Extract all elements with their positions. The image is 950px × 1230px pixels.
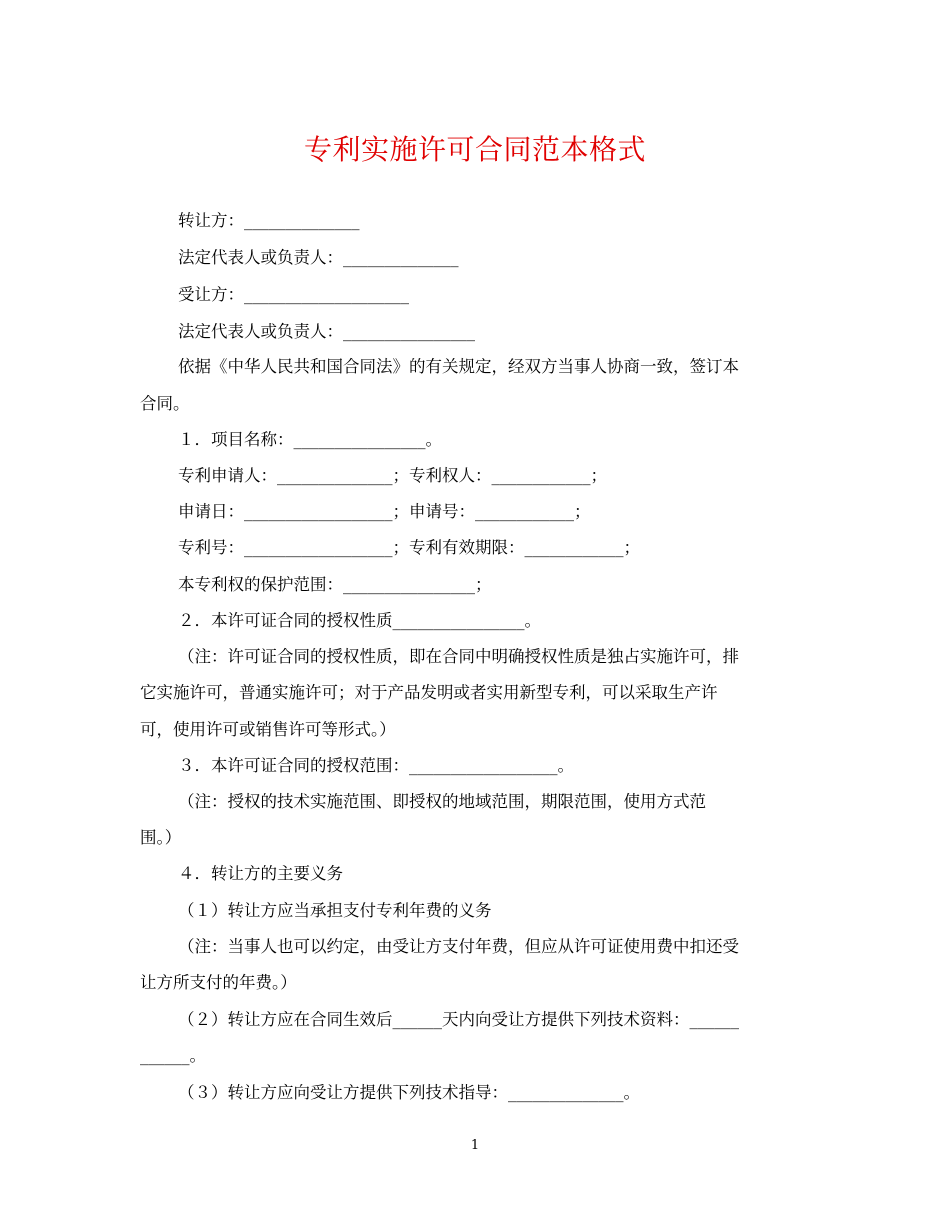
text-line-note-2c: 可，使用许可或销售许可等形式。） (140, 720, 396, 739)
text-line-item-4-2: （２）转让方应在合同生效后______天内向受让方提供下列技术资料：______ (178, 1010, 739, 1029)
text-line-transferor-rep: 法定代表人或负责人：______________ (178, 248, 459, 267)
text-line-note-2b: 它实施许可，普通实施许可；对于产品发明或者实用新型专利，可以采取生产许 (140, 683, 718, 702)
text-line-note-4a: （注：当事人也可以约定，由受让方支付年费，但应从许可证使用费中扣还受 (178, 937, 739, 956)
text-line-item-2: ２．本许可证合同的授权性质________________。 (178, 611, 541, 630)
text-line-application-date: 申请日：__________________；申请号：____________； (178, 502, 591, 521)
text-line-transferee-rep: 法定代表人或负责人：________________ (178, 322, 475, 341)
text-line-patent-no: 专利号：__________________；专利有效期限：____________； (178, 538, 640, 557)
text-line-preamble-cont: 合同。 (140, 394, 190, 413)
page-number: 1 (470, 1138, 480, 1153)
document-title: 专利实施许可合同范本格式 (303, 133, 646, 166)
text-line-note-2a: （注：许可证合同的授权性质，即在合同中明确授权性质是独占实施许可，排 (178, 647, 739, 666)
text-line-note-3a: （注：授权的技术实施范围、即授权的地域范围，期限范围，使用方式范 (178, 792, 706, 811)
text-line-item-4-3: （３）转让方应向受让方提供下列技术指导：______________。 (178, 1083, 640, 1102)
text-line-item-4-2-cont: ______。 (140, 1046, 206, 1065)
text-line-preamble: 依据《中华人民共和国合同法》的有关规定，经双方当事人协商一致，签订本 (178, 357, 739, 376)
text-line-item-3: ３．本许可证合同的授权范围：__________________。 (178, 756, 574, 775)
text-line-applicant: 专利申请人：______________；专利权人：____________； (178, 466, 607, 485)
text-line-item-4-1: （１）转让方应当承担支付专利年费的义务 (178, 901, 492, 920)
text-line-note-3b: 围。） (140, 828, 182, 847)
text-line-note-4b: 让方所支付的年费。） (140, 973, 297, 992)
text-line-transferee: 受让方：____________________ (178, 285, 409, 304)
text-line-scope: 本专利权的保护范围：________________； (178, 575, 492, 594)
text-line-item-1: １．项目名称：________________。 (178, 430, 442, 449)
text-line-transferor: 转让方：______________ (178, 211, 360, 230)
text-line-item-4: ４．转让方的主要义务 (178, 864, 343, 883)
